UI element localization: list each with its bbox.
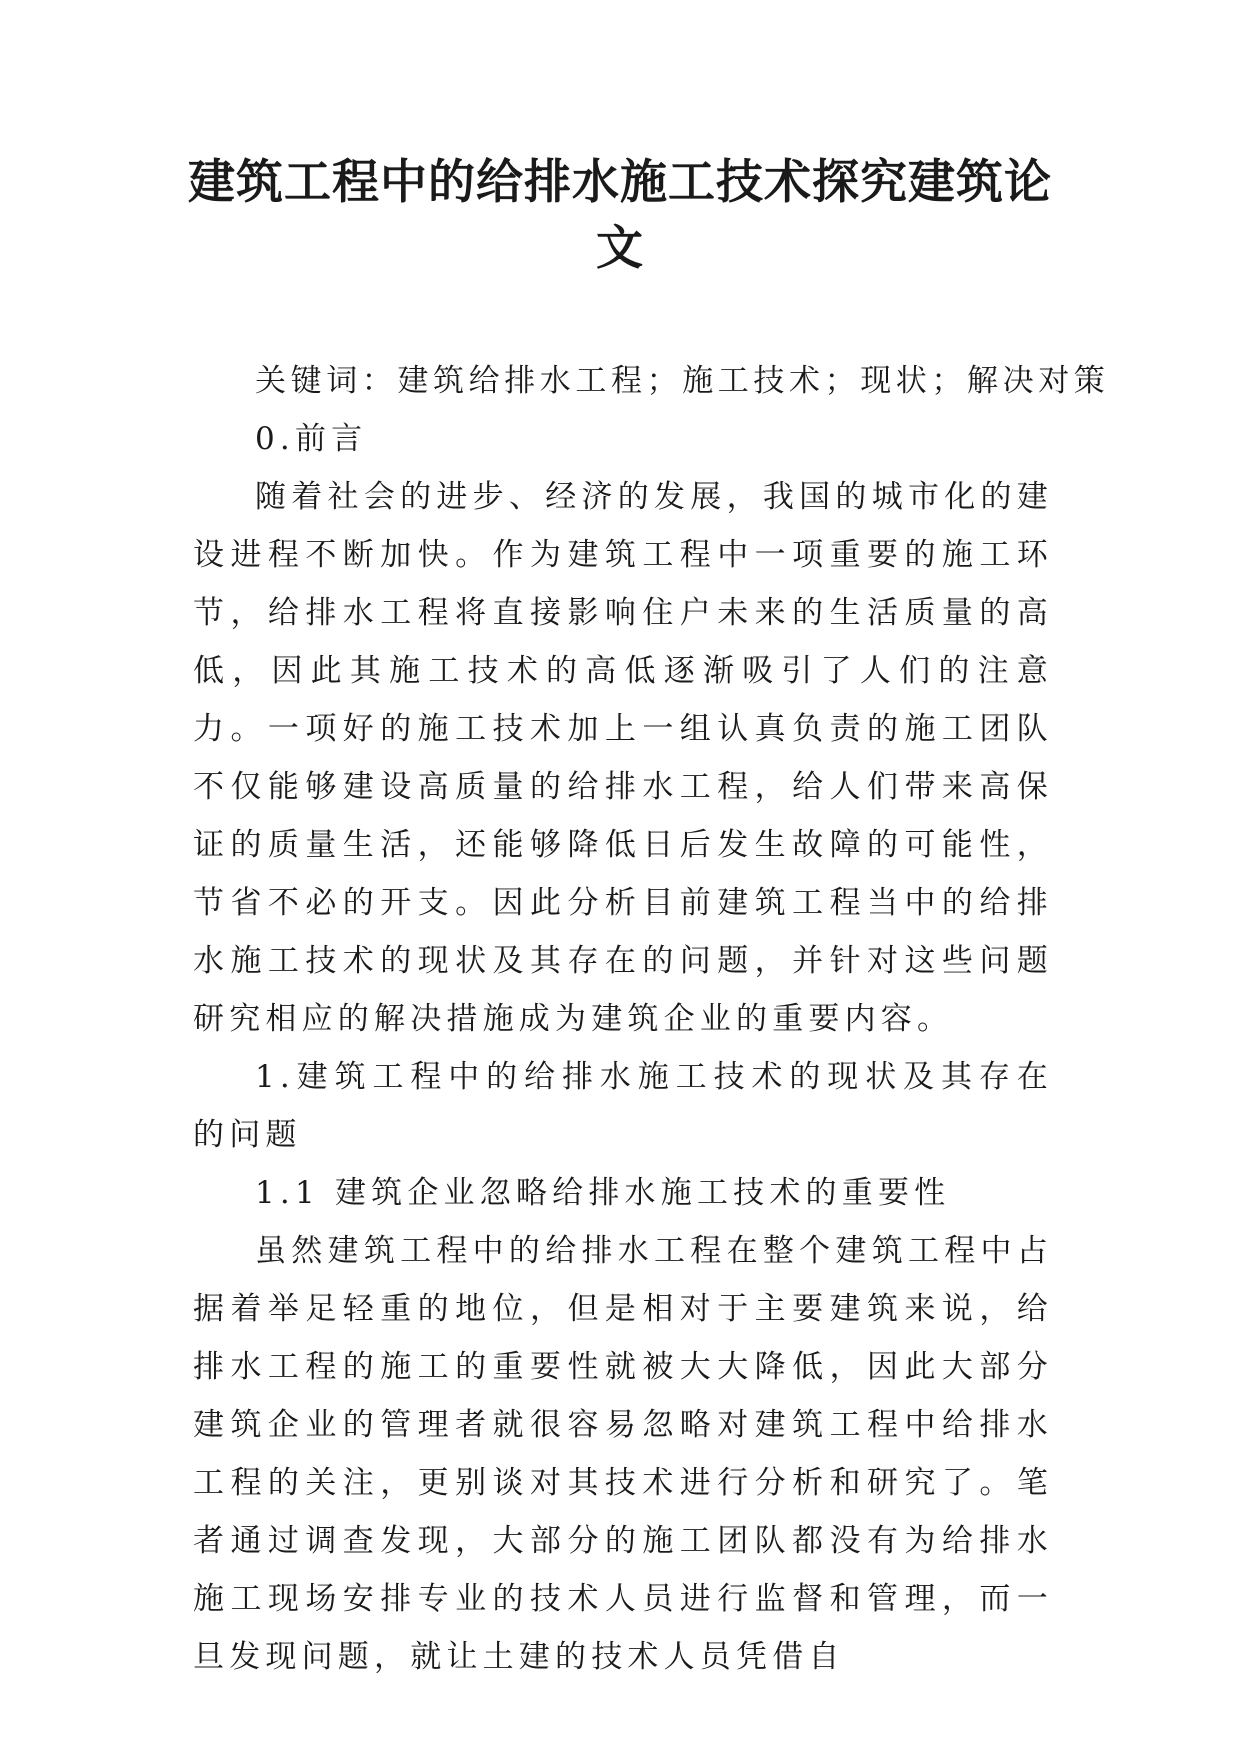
section-heading-1-1: 1.1 建筑企业忽略给排水施工技术的重要性: [255, 1175, 951, 1211]
document-title: 建筑工程中的给排水施工技术探究建筑论文: [188, 155, 1052, 276]
section-1-1-paragraph: 虽然建筑工程中的给排水工程在整个建筑工程中占据着举足轻重的地位，但是相对于主要建筑来说，给排水工程的施工的重要性就被大大降低，因此大部分建筑企业的管理者就很容易忽略对建筑工程中给排水工程的关注，更别谈对其技术进行分析和研究了。笔者通过调查发现，大部分的施工团队都没有为给排水施工现场安排专业的技术人员进行监督和管理，而一旦发现问题，就让土建的技术人员凭借自: [193, 1233, 1053, 1675]
intro-heading: 0.前言: [255, 421, 368, 457]
section-heading-1: 1.建筑工程中的给排水施工技术的现状及其存在的问题: [193, 1059, 1053, 1153]
document-body: [193, 352, 1110, 1686]
keywords-line: 关键词：建筑给排水工程；施工技术；现状；解决对策: [255, 363, 1110, 399]
intro-paragraph: 随着社会的进步、经济的发展，我国的城市化的建设进程不断加快。作为建筑工程中一项重要的施工环节，给排水工程将直接影响住户未来的生活质量的高低，因此其施工技术的高低逐渐吸引了人们的注意力。一项好的施工技术加上一组认真负责的施工团队不仅能够建设高质量的给排水工程，给人们带来高保证的质量生活，还能够降低日后发生故障的可能性，节省不必的开支。因此分析目前建筑工程当中的给排水施工技术的现状及其存在的问题，并针对这些问题研究相应的解决措施成为建筑企业的重要内容。: [193, 479, 1053, 1037]
